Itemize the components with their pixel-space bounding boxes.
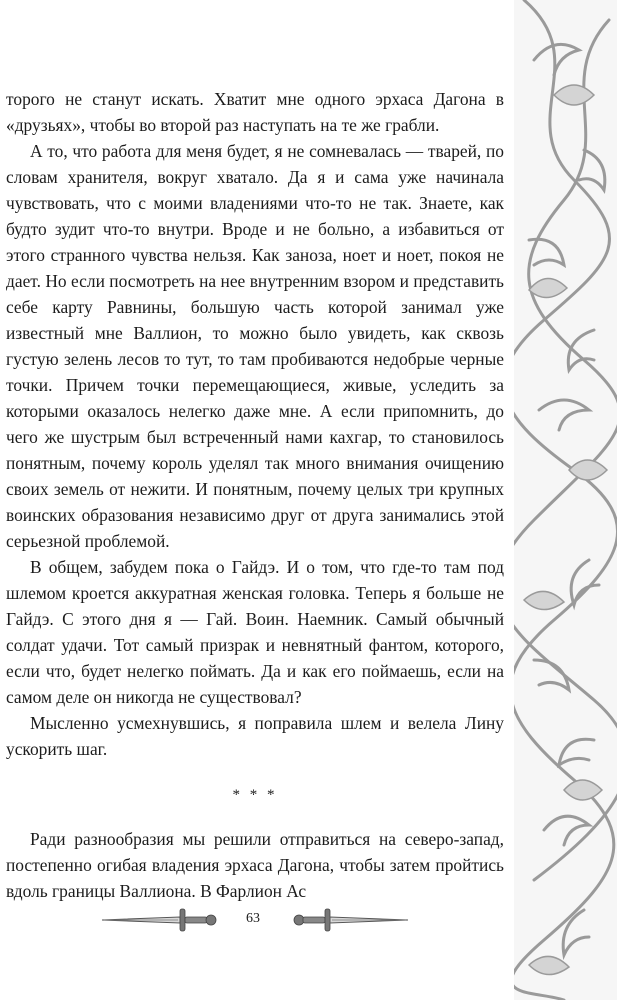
paragraph-4: Мысленно усмехнувшись, я поправила шлем и велела Лину ускорить шаг. — [6, 713, 504, 759]
sword-right-icon — [290, 905, 410, 935]
page-footer — [0, 896, 510, 956]
paragraph-2: А то, что работа для меня будет, я не сомневалась — тварей, по словам хранителя, вокруг хватало. Да я и сама уже начинала чувствовать, что с моими владениями что-то не так. Знаете, как будто зудит что-то внутри. Вроде и не больно, а избавиться от этого странного чувства нельзя. Как заноза, ноет и ноет, покоя не дает. Но если посмотреть на нее внутренним взором и представить себе карту Равнины, большую часть которой занимал уже известный мне Валлион, то можно было увидеть, как сквозь густую зелень лесов то тут, то там пробиваются недобрые черные точки. Причем точки перемещающиеся, живые, уследить за которыми оказалось нелегко даже мне. А если припомнить, до чего же шустрым был встреченный нами кахгар, то становилось понятным, почему король уделял так много внимания очищению своих земель от нежити. И понятным, почему целых три крупных воинских образования независимо друг от друга занимались этой серьезной проблемой. — [6, 141, 504, 551]
sword-left-icon — [100, 905, 220, 935]
floral-border-ornament — [514, 0, 617, 1000]
paragraph-3: В общем, забудем пока о Гайдэ. И о том, что где-то там под шлемом кроется аккуратная женская головка. Теперь я больше не Гайдэ. С этого дня я — Гай. Воин. Наемник. Самый обычный солдат удачи. Тот самый призрак и невнятный фантом, которого, если что, будет нелегко поймать. Да и как его поймаешь, если на самом деле он никогда не существовал? — [6, 557, 504, 707]
page-number: 63 — [246, 911, 260, 926]
paragraph-5: Ради разнообразия мы решили отправиться на северо-запад, постепенно огибая владения эрхаса Дагона, чтобы затем пройтись вдоль границы Валлиона. В Фарлион Ас — [6, 829, 504, 901]
page-body — [6, 86, 504, 904]
section-separator: * * * — [232, 787, 278, 803]
paragraph-1: торого не станут искать. Хватит мне одного эрхаса Дагона в «друзьях», чтобы во второй раз наступать на те же грабли. — [6, 89, 504, 135]
